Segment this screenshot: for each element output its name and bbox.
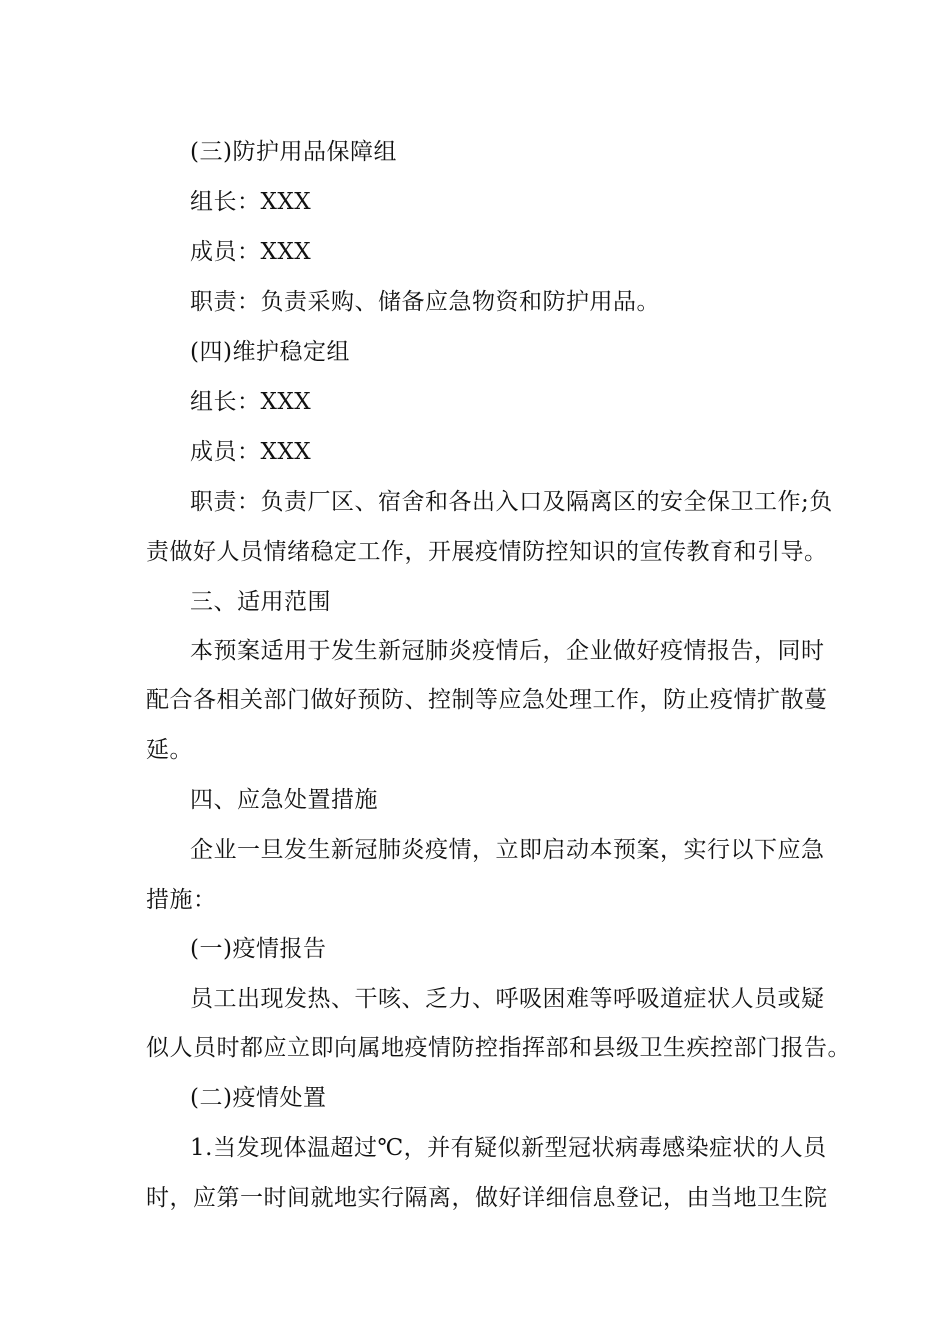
section-heading: (四)维护稳定组 [190,339,350,365]
paragraph-line: 本预案适用于发生新冠肺炎疫情后，企业做好疫情报告，同时 [190,638,825,664]
paragraph-line: 组长：XXX [190,189,312,215]
paragraph-line: 似人员时都应立即向属地疫情防控指挥部和县级卫生疾控部门报告。 [146,1035,851,1061]
paragraph-line: 企业一旦发生新冠肺炎疫情，立即启动本预案，实行以下应急 [190,837,825,863]
section-heading: 三、适用范围 [190,589,331,615]
paragraph-line: 组长：XXX [190,389,312,415]
paragraph-line: 责做好人员情绪稳定工作，开展疫情防控知识的宣传教育和引导。 [146,539,828,565]
paragraph-line: 职责：负责采购、储备应急物资和防护用品。 [190,289,660,315]
paragraph-line: 1.当发现体温超过℃，并有疑似新型冠状病毒感染症状的人员 [190,1135,827,1161]
paragraph-line: 员工出现发热、干咳、乏力、呼吸困难等呼吸道症状人员或疑 [190,986,825,1012]
paragraph-line: 职责：负责厂区、宿舍和各出入口及隔离区的安全保卫工作;负 [190,489,833,515]
paragraph-line: 延。 [146,737,193,763]
paragraph-line: 配合各相关部门做好预防、控制等应急处理工作，防止疫情扩散蔓 [146,687,828,713]
section-heading: (三)防护用品保障组 [190,139,397,165]
paragraph-line: 时，应第一时间就地实行隔离，做好详细信息登记，由当地卫生院 [146,1185,828,1211]
section-heading: (一)疫情报告 [190,936,327,962]
paragraph-line: 成员：XXX [190,239,312,265]
paragraph-line: 成员：XXX [190,439,312,465]
section-heading: 四、应急处置措施 [190,787,378,813]
section-heading: (二)疫情处置 [190,1085,327,1111]
paragraph-line: 措施： [146,887,217,913]
